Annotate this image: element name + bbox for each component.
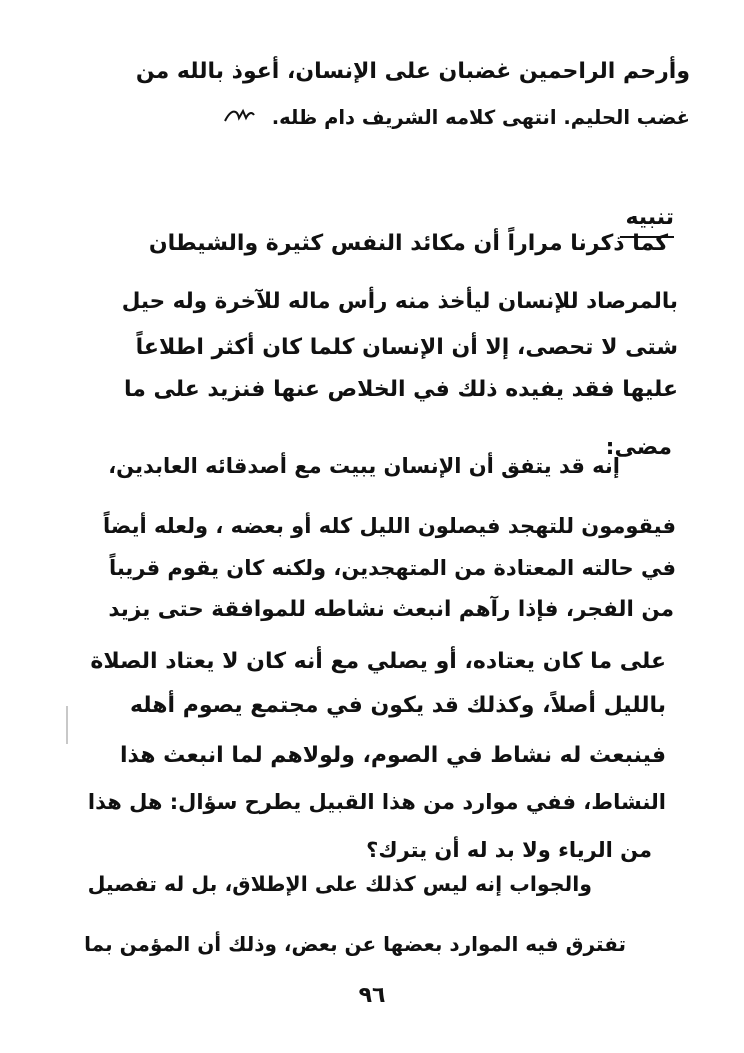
- section2-line-2: فيقومون للتهجد فيصلون الليل كله أو بعضه ، ولعله أيضاً: [103, 514, 676, 538]
- margin-mark: [66, 706, 68, 744]
- section1-line-4: عليها فقد يفيده ذلك في الخلاص عنها فنزيد على ما: [123, 377, 678, 402]
- intro-line-1: وأرحم الراحمين غضبان على الإنسان، أعوذ بالله من: [135, 59, 690, 84]
- section2-line-6: بالليل أصلاً، وكذلك قد يكون في مجتمع يصوم أهله: [129, 693, 666, 718]
- page-number: ٩٦: [358, 983, 386, 1008]
- section2-line-8: النشاط، ففي موارد من هذا القبيل يطرح سؤال: هل هذا: [87, 790, 666, 814]
- section1-line-1: كما ذكرنا مراراً أن مكائد النفس كثيرة والشيطان: [148, 231, 668, 256]
- section-heading: تنبيه: [620, 200, 674, 238]
- section2-line-4: من الفجر، فإذا رآهم انبعث نشاطه للموافقة حتى يزيد: [108, 597, 674, 622]
- section1-line-5: مضى:: [605, 435, 672, 460]
- section2-line-3: في حالته المعتادة من المتهجدين، ولكنه كان يقوم قريباً: [108, 556, 676, 580]
- section3-line-1: والجواب إنه ليس كذلك على الإطلاق، بل له تفصيل: [87, 872, 592, 896]
- section1-line-3: شتى لا تحصى، إلا أن الإنسان كلما كان أكثر اطلاعاً: [135, 335, 678, 360]
- section2-line-9: من الرياء ولا بد له أن يترك؟: [366, 838, 652, 862]
- section2-line-5: على ما كان يعتاده، أو يصلي مع أنه كان لا يعتاد الصلاة: [90, 649, 666, 674]
- section1-line-2: بالمرصاد للإنسان ليأخذ منه رأس ماله للآخرة وله حيل: [121, 289, 678, 314]
- section2-line-7: فينبعث له نشاط في الصوم، ولولاهم لما انبعث هذا: [120, 743, 666, 768]
- end-mark-icon: [222, 106, 256, 126]
- section3-line-2: تفترق فيه الموارد بعضها عن بعض، وذلك أن المؤمن بما: [84, 932, 626, 956]
- intro-line-2: غضب الحليم. انتهى كلامه الشريف دام ظله.: [271, 106, 690, 129]
- section2-line-1: إنه قد يتفق أن الإنسان يبيت مع أصدقائه العابدين،: [108, 454, 620, 478]
